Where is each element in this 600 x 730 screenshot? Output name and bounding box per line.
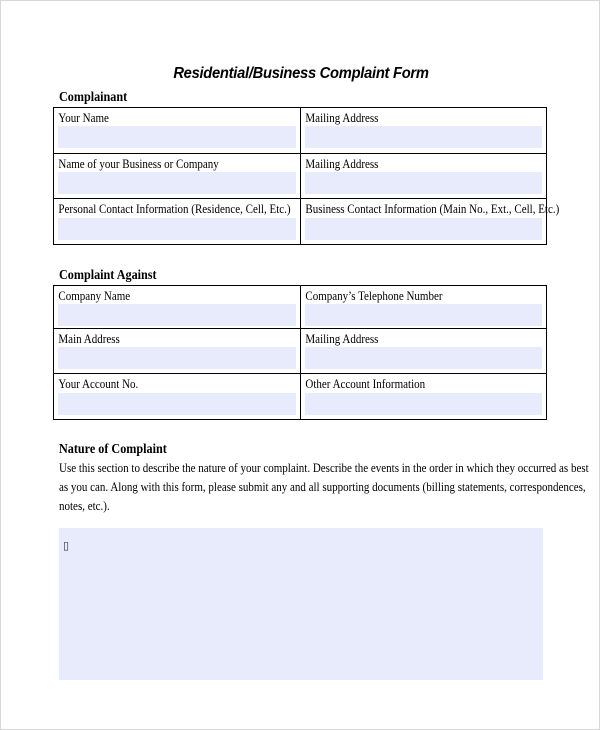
your-name-label: Your Name [58, 111, 109, 125]
nature-of-complaint-heading: Nature of Complaint [59, 441, 167, 456]
complainant-table [53, 107, 559, 245]
your-name-cell [54, 108, 301, 154]
table-row [54, 286, 547, 329]
business-mailing-address-field[interactable] [305, 172, 543, 194]
table-row [54, 329, 547, 374]
other-account-info-label: Other Account Information [304, 377, 425, 391]
mailing-address-cell [300, 108, 547, 154]
table-row [54, 154, 547, 199]
instruction-line: Use this section to describe the nature of your complaint. Describe the events in the order in which they occurred as best [59, 461, 589, 475]
instruction-line: notes, etc.). [59, 499, 110, 513]
other-account-info-field[interactable] [305, 393, 543, 415]
personal-contact-cell [54, 199, 301, 245]
mailing-address-field[interactable] [305, 126, 543, 148]
account-number-cell [54, 374, 301, 420]
account-number-field[interactable] [58, 393, 296, 415]
personal-contact-field[interactable] [58, 218, 296, 240]
company-name-cell [54, 286, 301, 329]
complaint-against-heading: Complaint Against [59, 267, 157, 282]
table-row [54, 374, 547, 420]
company-name-field[interactable] [58, 304, 296, 326]
business-name-cell [54, 154, 301, 199]
business-mailing-address-cell [300, 154, 547, 199]
table-row [54, 108, 547, 154]
complainant-heading: Complainant [59, 89, 128, 104]
business-mailing-address-label: Mailing Address [304, 157, 378, 171]
business-contact-cell [300, 199, 559, 245]
other-account-info-cell [300, 374, 547, 420]
complaint-against-table [53, 285, 547, 420]
account-number-label: Your Account No. [58, 377, 139, 391]
business-contact-field[interactable] [305, 218, 543, 240]
main-address-label: Main Address [58, 332, 120, 346]
company-mailing-address-field[interactable] [305, 347, 543, 369]
mailing-address-label: Mailing Address [304, 111, 378, 125]
business-name-field[interactable] [58, 172, 296, 194]
business-contact-label: Business Contact Information (Main No., Ext., Cell, Etc.) [304, 202, 559, 216]
text-cursor-glyph-icon: ▯ [63, 540, 70, 552]
company-mailing-address-cell [300, 329, 547, 374]
form-title: Residential/Business Complaint Form [173, 65, 429, 82]
company-telephone-field[interactable] [305, 304, 543, 326]
business-name-label: Name of your Business or Company [58, 157, 219, 171]
personal-contact-label: Personal Contact Information (Residence, Cell, Etc.) [58, 202, 291, 216]
nature-of-complaint-textarea[interactable] [59, 528, 543, 680]
company-name-label: Company Name [58, 289, 131, 303]
company-telephone-cell [300, 286, 547, 329]
nature-instructions [59, 459, 589, 516]
main-address-field[interactable] [58, 347, 296, 369]
your-name-field[interactable] [58, 126, 296, 148]
instruction-line: as you can. Along with this form, please submit any and all supporting documents (billing statements, correspondences, [59, 480, 586, 494]
company-mailing-address-label: Mailing Address [304, 332, 378, 346]
company-telephone-label: Company’s Telephone Number [304, 289, 443, 303]
table-row [54, 199, 547, 245]
main-address-cell [54, 329, 301, 374]
